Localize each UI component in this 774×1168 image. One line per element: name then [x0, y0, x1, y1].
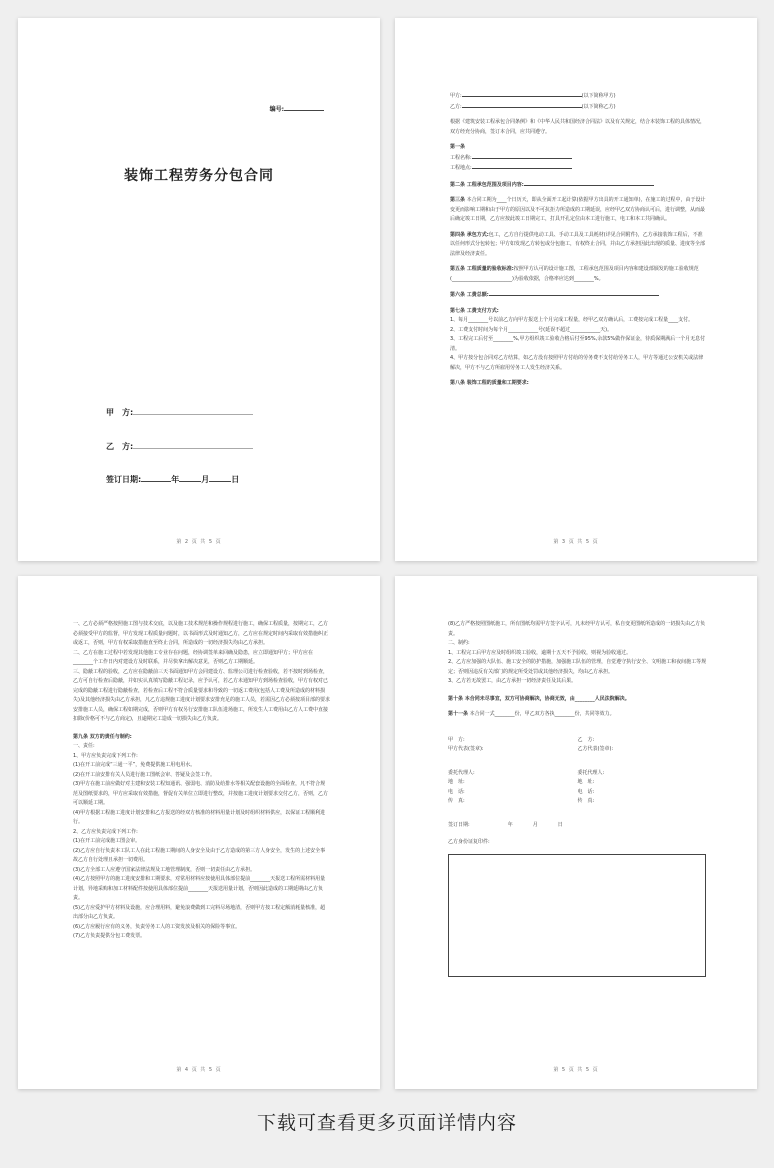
party-a-duties: 1、甲方应负责完成下列工作:	[73, 752, 138, 759]
duty-item: (6)乙方应履行应有的义务，负责劳务工人的工资发放及相关的保险等事宜。	[73, 923, 241, 930]
duty-item: (3)甲方在施工前应做好对主建和安装工程知通讯、强弱电、消防及给排水等相关配套设施的全面检查，凡不符合规范及图纸要求的，甲方应采取有效措施，督促有关单位立即进行整改，并按施工进度计划要求交付乙方，否则，乙方可以顺延工期。	[73, 781, 329, 806]
page-body	[450, 91, 707, 389]
page-footer: 第 2 页 共 5 页	[176, 539, 222, 545]
constraints-heading: 二、制约:	[448, 640, 470, 646]
duty-item: (1)在开工前完成施工图会审。	[73, 838, 141, 844]
party-a-row: 甲 方:	[106, 407, 253, 418]
responsibility-heading: 一、责任:	[73, 743, 95, 749]
article-10: 第十条 本合同未尽事宜，双方可协商解决，协商无效，由________人民法院解决。	[448, 695, 630, 702]
quality-para-1: 一、乙方必须严格按照施工图与技术交底，以及施工技术规范和操作规程进行施工，确保工程质量，按期完工，乙方必须接受甲方的监督，甲方发现工程质量问题时，以书面形式及时通知乙方，乙方应在规定时间内采取有效措施纠正或返工，否则，甲方有权采取措施直至终止合同，所造成的一切经济损失均由乙方承担。	[73, 621, 329, 646]
article-7-heading: 第七条 工费支付方式:	[450, 307, 499, 314]
sign-date-row: 签订日期: 年 月 日	[106, 475, 240, 484]
party-b-signature: 乙 方: 乙方代表(签章): 委托代理人: 地 址: 电 话: 传 真:	[577, 736, 614, 804]
article-2: 第二条 工程承包范围及项目内容:	[450, 180, 707, 191]
duty-item: (7)乙方负责提供分包工费发票。	[73, 933, 146, 939]
page-cover	[18, 18, 380, 561]
contract-title: 装饰工程劳务分包合同	[124, 168, 274, 184]
party-a-signature: 甲 方: 甲方代表(签章): 委托代理人: 地 址: 电 话: 传 真:	[448, 736, 484, 804]
page-footer: 第 4 页 共 5 页	[176, 1067, 222, 1073]
article-8-heading: 第八条 装饰工程的质量和工期要求:	[450, 380, 529, 386]
sign-date-line: 签订日期: 年 月 日	[448, 821, 563, 828]
page-footer: 第 5 页 共 5 页	[553, 1067, 599, 1073]
duty-item: (8)乙方严格按照图纸施工，所有图纸均需甲方签字认可，凡未经甲方认可，私自变更图纸所造成的一切损失由乙方负责。	[448, 621, 706, 637]
article-1-heading: 第一条	[450, 144, 466, 150]
project-name-line: 工程名称:	[450, 153, 707, 164]
payment-3: 3、工程完工后付至________%,甲方组织竣工验收合格后付至95%,余款5%做作保证金，待质保期满后一个月无息付清。	[450, 336, 706, 352]
id-copy-box	[448, 854, 706, 977]
contract-number: 编号:	[270, 104, 324, 113]
constraint-item: 3、乙方若无故罢工，由乙方承担一切经济责任及其后果。	[448, 678, 577, 684]
party-b-duties: 2、乙方应负责完成下列工作:	[73, 828, 138, 835]
constraint-item: 1、工程完工后甲方应及时组织竣工验收，逾期十五天不予验收，则视为验收通过。	[448, 649, 632, 656]
page-body	[448, 620, 707, 977]
page-footer: 第 3 页 共 5 页	[553, 539, 599, 545]
article-11: 第十一条 本合同一式________份，甲乙双方各执________份，共同等效力。	[448, 711, 615, 717]
party-b-row: 乙 方:	[106, 441, 253, 452]
constraint-item: 2、乙方应加强的大队伍、施工安全的防护措施，加强施工队伍的管理，自觉遵守执行安全、文明施工和夜间施工等规定；否则因违反有关部门的规定所受处罚或其他经济损失，均由乙方承担。	[448, 659, 707, 675]
id-copy-label: 乙方身份证复印件:	[448, 839, 490, 845]
intro-paragraph: 根据《建筑安装工程承包合同条例》和《中华人民共和国经济合同法》以及有关规定，结合本装饰工程的具体情况，双方经充分协商，签订本合同，应共同遵守。	[450, 119, 706, 135]
duty-item: (4)乙方按照甲方的施工进度安排和工期要求，对常用材料应按使用具体部位提前________天报送工程所需材料用量计划，异地采购和加工材料配件按使用具体部位提前________天报送用量计划，否则因此造成的工期延期由乙方负责。	[73, 876, 326, 901]
article-5: 第五条 工程质量的验收标准:按照甲方认可的设计施工图，工程承包范围及项目内容和建设部颁发的施工验收规范(________________________)为验收依据，合格率应达到________%。	[450, 266, 699, 282]
duty-item: (4)甲方根据工程施工进度计划安排和乙方报送的经双方核准的材料用量计划及时组织材料供应，以保证工程顺利进行。	[73, 809, 326, 825]
article-6: 第六条 工费总额:	[450, 290, 707, 301]
quality-para-2: 二、乙方在施工过程中若发现其他施工专业存在问题，经协调签单来回确及隐患，应立即通知甲方；甲方应在________个工作日内对建设方及时联系，并尽快拿出解决意见，否则乙方工期顺延。	[73, 649, 314, 665]
download-caption[interactable]: 下载可查看更多页面详情内容	[256, 1112, 517, 1134]
article-4: 第四条 承包方式:包工，乙方自行提供电动工具、手动工具及工具耗材(详见合同附件)，乙方承接装饰工程后，不准以任何形式分包转包；甲方如发现乙方转包或分包施工，有权终止合同，并由乙方承担因此出现的质量、进度等全部法律及经济责任。	[450, 231, 706, 257]
page-signatures	[395, 576, 757, 1089]
page-body	[73, 620, 330, 942]
duty-item: (1)在开工前完成“三通一平”，免费提供施工用电用水。	[73, 762, 196, 768]
signature-block	[448, 736, 707, 807]
project-site-line: 工程地点:	[450, 163, 707, 174]
duty-item: (2)乙方应自行负责本工队工人在此工程施工期间的人身安全及由于乙方造成的第三方人身安全，发生的上述安全事故乙方自行处理且承担一切费用。	[73, 847, 326, 863]
page-terms-2	[18, 576, 380, 1089]
party-a-line: 甲方: (以下简称甲方)	[450, 93, 616, 99]
duty-item: (3)乙方全部工人应遵守国家法律法规及工地管理制度，否则一切责任由乙方承担。	[73, 866, 256, 873]
quality-para-3: 三、隐蔽工程的验收，乙方应在隐蔽前三天书面通知甲方会同建设方、监理公司进行检查验收，若不按时到场检查，乙方可自行检查后隐蔽，并如实认真填写隐蔽工程记录，应予认可，若乙方未通知甲方到场检查验收，甲方有权对已完成的隐蔽工程进行隐蔽检查，若检查后工程不符合质量要求和导致的一切返工费用(包括人工费及所造成的材料损失)及其他经济损失由乙方承担，凡乙方违规施工进度计划要求安排充足的施工人员，若需因乙方必须按项目部的要求安排施工人员，确保工程如期完成，否则甲方有权另行安排施工队伍进场施工，所发生人工费用由乙方人工费中直接扣除(价格可不与乙方商定)，且逾期完工造成一切损失由乙方负责。	[73, 668, 330, 722]
payment-1: 1、每月________号以前乙方向甲方报送上个月完成工程量，经甲乙双方确认后，工费按完成工程量____支付。	[450, 317, 694, 323]
page-terms-1	[395, 18, 757, 561]
duty-item: (2)在开工前安排有关人员进行施工图纸会审、答疑及会签工作。	[73, 771, 216, 778]
article-9-heading: 第九条 双方的责任与制约:	[73, 733, 132, 740]
article-3: 第三条 本合同工期为____个日历天，即从全面开工起计算(依据甲方出具的开工通知单)，在施工的过程中，由于设计变更而影响工期和由于甲方的原因以及不可抗拒力所造成的工期延误，应经甲乙双方协商认可后，进行调整，从而最后确定竣工日期，乙方应按此竣工日期完工，打具开孔定位由本工进行施工，电工和本工共同确认。	[450, 197, 706, 222]
payment-2: 2、工费支付时间为每个月____________号(延误不超过____________天)。	[450, 326, 613, 333]
payment-4: 4、甲方按分包合同对乙方结算，如乙方没有按照甲方付给的劳务费不支付给劳务工人，甲方等通过公安机关或法律解决，甲方不与乙方所雇用劳务工人发生经济关系。	[450, 355, 704, 371]
party-b-line: 乙方: (以下简称乙方)	[450, 103, 616, 110]
duty-item: (5)乙方应爱护甲方材料及设施，应合理用料，避免浪费做到工完料尽场地清，否则甲方按工程定额消耗量核准，超出部分由乙方负责。	[73, 904, 326, 920]
